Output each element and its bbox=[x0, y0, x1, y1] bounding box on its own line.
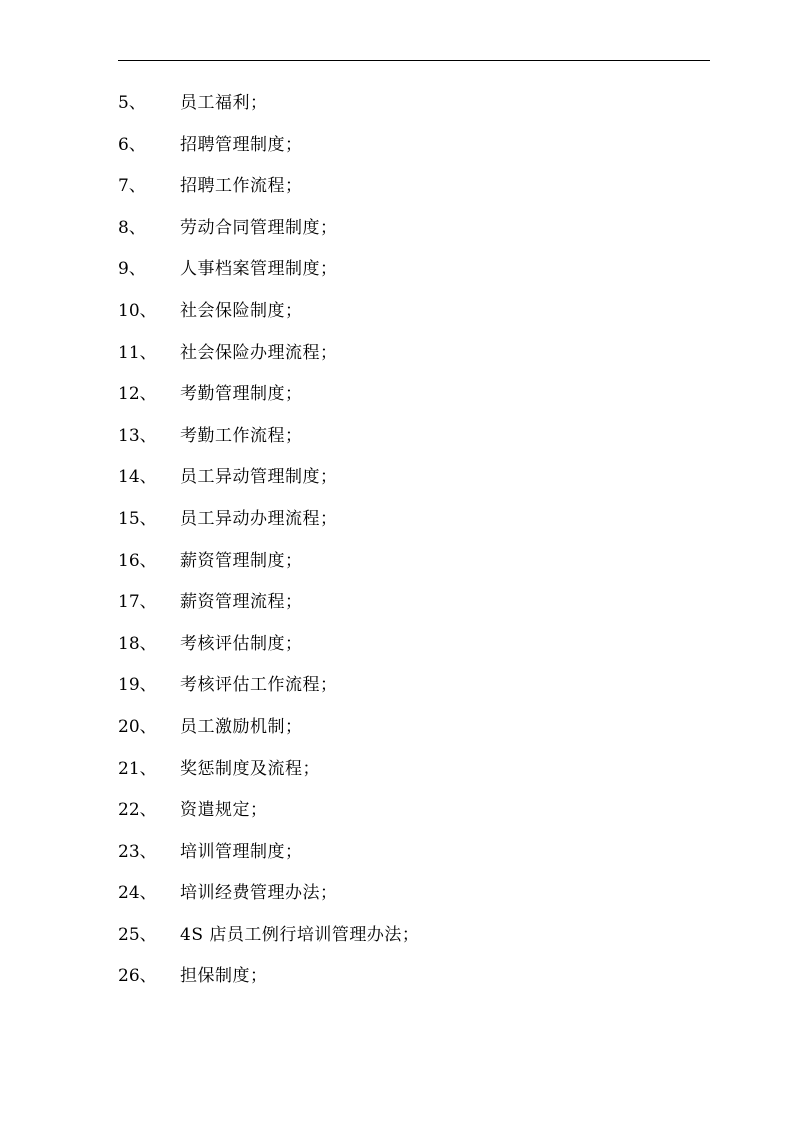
item-text: 担保制度； bbox=[180, 966, 268, 987]
list-item bbox=[0, 749, 794, 791]
header-rule bbox=[118, 60, 710, 61]
item-number: 7、 bbox=[118, 176, 146, 197]
list-item bbox=[0, 457, 794, 499]
item-text: 社会保险制度； bbox=[180, 300, 303, 321]
item-text: 资遣规定； bbox=[180, 800, 268, 821]
item-text: 考核评估工作流程； bbox=[180, 675, 338, 696]
item-text: 员工异动管理制度； bbox=[180, 467, 338, 488]
item-text: 奖惩制度及流程； bbox=[180, 758, 320, 779]
list-item bbox=[0, 956, 794, 998]
item-number: 5、 bbox=[118, 93, 146, 113]
list-item bbox=[0, 208, 794, 250]
item-text: 招聘管理制度； bbox=[180, 134, 303, 155]
list-item bbox=[0, 83, 794, 125]
item-number: 11、 bbox=[118, 342, 157, 363]
item-text: 人事档案管理制度； bbox=[180, 259, 338, 280]
item-number: 15、 bbox=[118, 508, 157, 529]
list-item bbox=[0, 541, 794, 583]
list-item bbox=[0, 582, 794, 624]
item-number: 17、 bbox=[118, 592, 157, 613]
list-item bbox=[0, 790, 794, 832]
list-item bbox=[0, 249, 794, 291]
item-text: 考勤工作流程； bbox=[180, 425, 303, 446]
list-item bbox=[0, 166, 794, 208]
list-item bbox=[0, 832, 794, 874]
item-number: 20、 bbox=[118, 716, 157, 737]
item-number: 18、 bbox=[118, 633, 157, 654]
list-item bbox=[0, 707, 794, 749]
item-number: 26、 bbox=[118, 966, 157, 987]
item-number: 19、 bbox=[118, 675, 157, 696]
item-number: 23、 bbox=[118, 841, 157, 862]
item-number: 22、 bbox=[118, 800, 157, 821]
item-text: 员工异动办理流程； bbox=[180, 508, 338, 529]
item-text: 培训经费管理办法； bbox=[180, 883, 338, 904]
list-item bbox=[0, 873, 794, 915]
item-number: 25、 bbox=[118, 924, 157, 945]
item-number: 6、 bbox=[118, 134, 146, 155]
list-item bbox=[0, 125, 794, 167]
list-item bbox=[0, 915, 794, 957]
item-number: 13、 bbox=[118, 425, 157, 446]
list-item bbox=[0, 416, 794, 458]
item-number: 24、 bbox=[118, 883, 157, 904]
list-item bbox=[0, 499, 794, 541]
item-text: 员工激励机制； bbox=[180, 716, 303, 737]
item-text: 4S 店员工例行培训管理办法； bbox=[180, 924, 420, 945]
item-text: 薪资管理流程； bbox=[180, 592, 303, 613]
list-item bbox=[0, 624, 794, 666]
item-number: 16、 bbox=[118, 550, 157, 571]
item-text: 招聘工作流程； bbox=[180, 176, 303, 197]
item-number: 12、 bbox=[118, 384, 157, 405]
item-text: 社会保险办理流程； bbox=[180, 342, 338, 363]
item-number: 10、 bbox=[118, 300, 157, 321]
item-text: 培训管理制度； bbox=[180, 841, 303, 862]
list-item bbox=[0, 333, 794, 375]
item-text: 薪资管理制度； bbox=[180, 550, 303, 571]
item-number: 14、 bbox=[118, 467, 157, 488]
list-item bbox=[0, 374, 794, 416]
item-text: 劳动合同管理制度； bbox=[180, 217, 338, 238]
item-text: 考勤管理制度； bbox=[180, 384, 303, 405]
item-number: 8、 bbox=[118, 217, 146, 238]
item-number: 21、 bbox=[118, 758, 157, 779]
list-item bbox=[0, 665, 794, 707]
item-text: 考核评估制度； bbox=[180, 633, 303, 654]
list-item bbox=[0, 291, 794, 333]
item-number: 9、 bbox=[118, 259, 146, 280]
item-text: 员工福利； bbox=[180, 93, 268, 113]
item-list bbox=[0, 83, 794, 998]
